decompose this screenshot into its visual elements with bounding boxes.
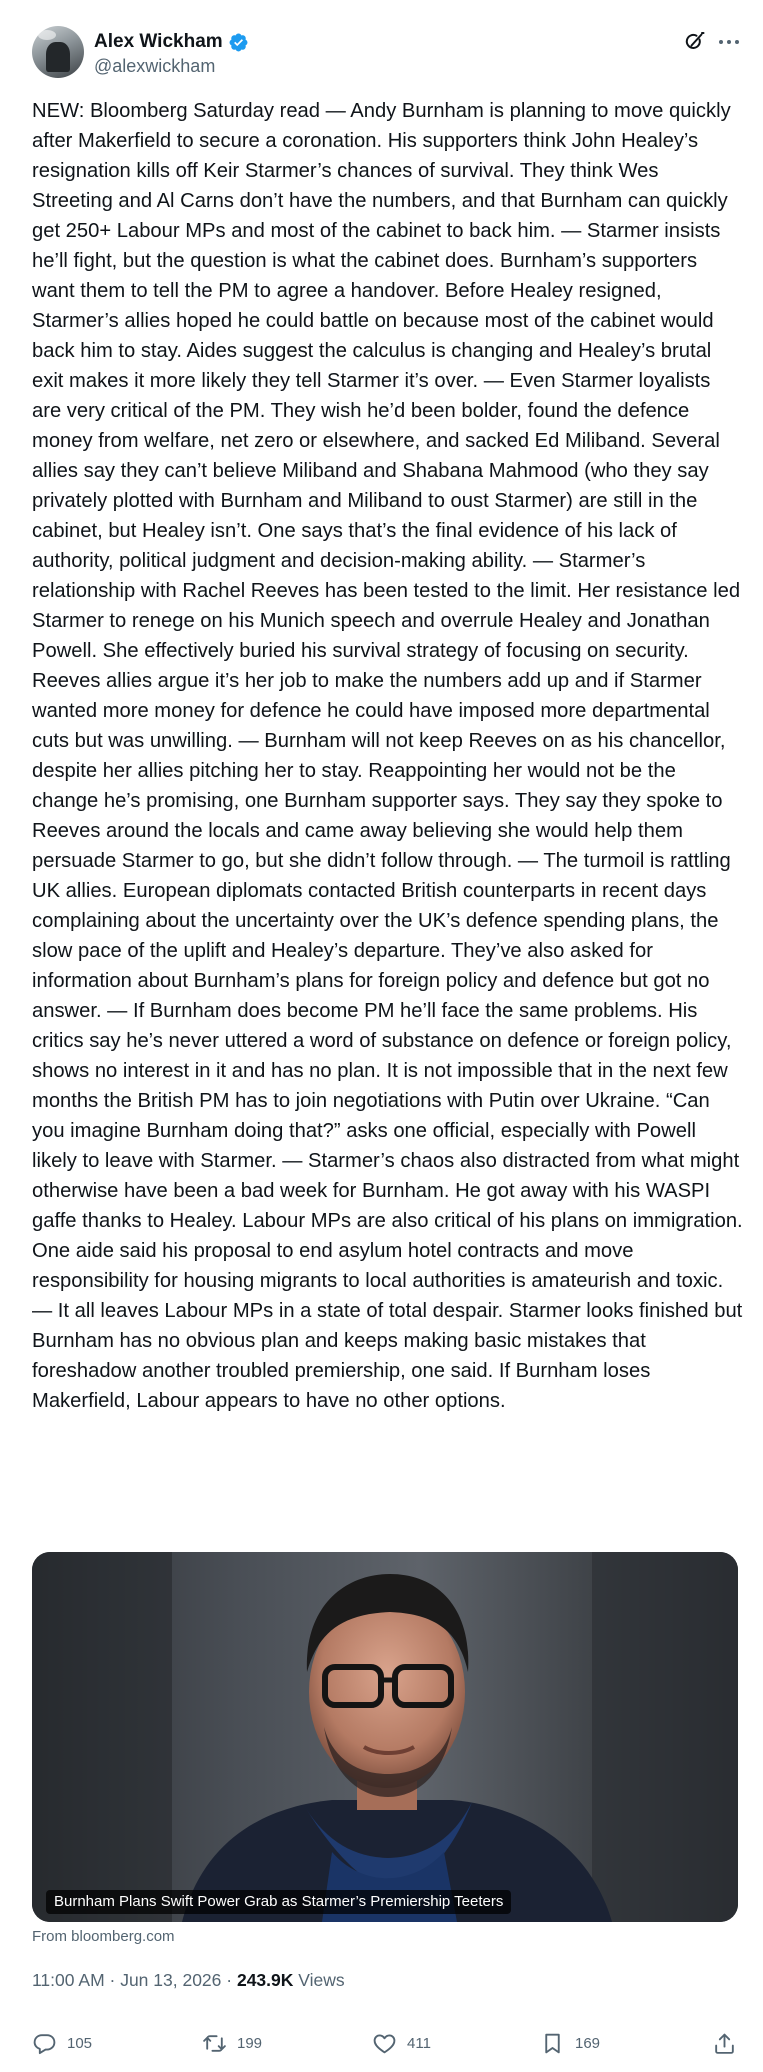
link-card-image[interactable] — [32, 1552, 738, 1922]
repost-button[interactable] — [202, 2026, 262, 2060]
action-bar — [32, 2026, 742, 2062]
views-label: Views — [293, 1970, 345, 1990]
author-name-row — [94, 30, 249, 54]
avatar-silhouette — [46, 42, 70, 72]
author-name[interactable]: Alex Wickham — [94, 31, 223, 52]
avatar[interactable] — [32, 26, 84, 78]
like-button[interactable] — [372, 2026, 431, 2060]
tweet-header — [32, 26, 742, 82]
bookmark-icon — [540, 2031, 565, 2056]
like-count: 411 — [407, 2034, 431, 2052]
portrait-photo — [32, 1552, 738, 1922]
reply-button[interactable] — [32, 2026, 92, 2060]
grok-icon[interactable] — [682, 30, 706, 54]
card-caption: Burnham Plans Swift Power Grab as Starmer’s Premiership Teeters — [46, 1890, 511, 1914]
views-count: 243.9K — [236, 1970, 294, 1990]
bookmark-button[interactable] — [540, 2026, 600, 2060]
repost-icon — [202, 2031, 227, 2056]
more-icon[interactable] — [716, 30, 742, 54]
meta-separator-2: · — [221, 1970, 237, 1990]
verified-badge-icon — [228, 32, 249, 53]
bookmark-count: 169 — [575, 2034, 601, 2052]
author-handle[interactable]: @alexwickham — [94, 56, 216, 76]
share-icon — [712, 2031, 737, 2056]
tweet-text: NEW: Bloomberg Saturday read — Andy Burnham is planning to move quickly after Makerfield to secure a coronation. His supporters think John Healey’s resignation kills off Keir Starmer’s chances of survival. They think Wes Streeting and Al Carns don’t have the numbers, and that Burnham can quickly get 250+ Labour MPs and most of the cabinet to back him. — Starmer insists he’ll fight, but the question is what the cabinet does. Burnham’s supporters want them to tell the PM to agree a handover. Before Healey resigned, Starmer’s allies hoped he could battle on because most of the cabinet would back him to stay. Aides suggest the calculus is changing and Healey’s brutal exit makes it more likely they tell Starmer it’s over. — Even Starmer loyalists are very critical of the PM. They wish he’d been bolder, found the defence money from welfare, net zero or elsewhere, and sacked Ed Miliband. Several allies say they can’t believe Miliband and Shabana Mahmood (who they say privately plotted with Burnham and Miliband to oust Starmer) are still in the cabinet, but Healey isn’t. One says that’s the final evidence of his lack of authority, political judgment and decision-making ability. — Starmer’s relationship with Rachel Reeves has been tested to the limit. Her resistance led Starmer to renege on his Munich speech and overrule Healey and Jonathan Powell. She effectively buried his survival strategy of focusing on security. Reeves allies argue it’s her job to make the numbers add up and if Starmer wanted more money for defence he could have imposed more departmental cuts but was unwilling. — Burnham will not keep Reeves on as his chancellor, despite her allies pitching her to stay. Reappointing her would not be the change he’s promising, one Burnham supporter says. They say they spoke to Reeves around the locals and came away believing she would help them persuade Starmer to go, but she didn’t follow through. — The turmoil is rattling UK allies. European diplomats contacted British counterparts in recent days complaining about the uncertainty over the UK’s defence spending plans, the slow pace of the uplift and Healey’s departure. They’ve also asked for information about Burnham’s plans for foreign policy and defence but got no answer. — If Burnham does become PM he’ll face the same problems. His critics say he’s never uttered a word of substance on defence or foreign policy, shows no interest in it and has no plan. It is not impossible that in the next few months the British PM has to join negotiations with Putin over Ukraine. “Can you imagine Burnham doing that?” asks one official, especially with Powell likely to leave with Starmer. — Starmer’s chaos also distracted from what might otherwise have been a bad week for Burnham. He got away with his WASPI gaffe thanks to Healey. Labour MPs are also critical of his plans on immigration. One aide said his proposal to end asylum hotel contracts and move responsibility for housing migrants to local authorities is amateurish and toxic. — It all leaves Labour MPs in a state of total despair. Starmer looks finished but Burnham has no obvious plan and keeps making basic mistakes that foreshadow another troubled premiership, one said. If Burnham loses Makerfield, Labour appears to have no other options. — [32, 100, 743, 1412]
card-source[interactable]: From bloomberg.com — [32, 1928, 175, 1945]
tweet-time[interactable]: 11:00 AM — [32, 1970, 105, 1990]
reply-icon — [32, 2031, 57, 2056]
tweet-date[interactable]: Jun 13, 2026 — [120, 1970, 222, 1990]
repost-count: 199 — [237, 2034, 263, 2052]
tweet-meta — [32, 1970, 345, 1991]
heart-icon — [372, 2031, 397, 2056]
share-button[interactable] — [712, 2026, 747, 2060]
avatar-highlight — [38, 30, 56, 40]
meta-separator: · — [104, 1970, 121, 1990]
reply-count: 105 — [67, 2034, 93, 2052]
